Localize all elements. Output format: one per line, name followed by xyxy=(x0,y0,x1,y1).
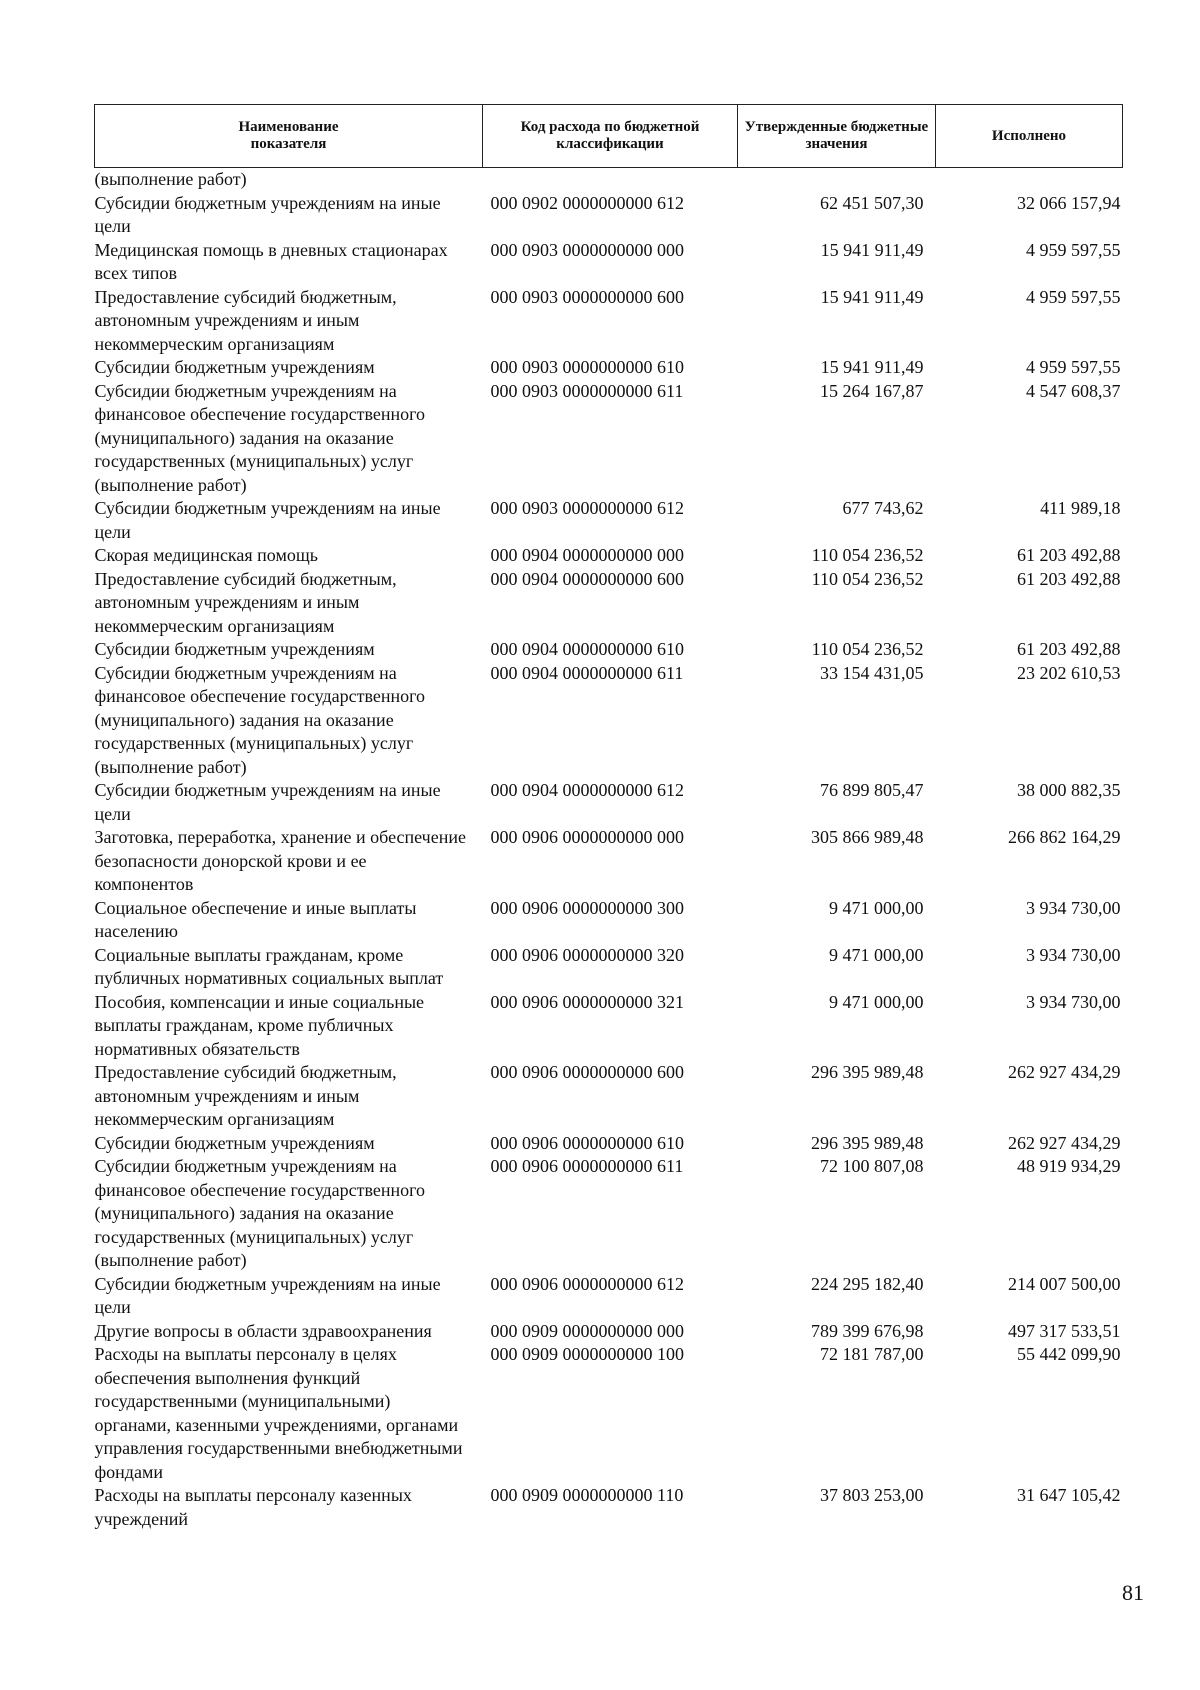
table-header xyxy=(95,105,1123,168)
row-name: Предоставление субсидий бюджетным, автономным учреждениям и иным некоммерческим организациям xyxy=(94,568,397,636)
table-row xyxy=(95,779,1123,826)
row-name: Субсидии бюджетным учреждениям xyxy=(94,357,375,377)
table-row xyxy=(95,544,1123,568)
row-code: 000 0902 0000000000 612 xyxy=(490,192,684,213)
table-row xyxy=(95,1320,1123,1344)
table-row xyxy=(95,991,1123,1062)
row-code xyxy=(483,168,738,192)
row-done: 262 927 434,29 xyxy=(1008,1132,1121,1153)
budget-execution-table xyxy=(94,104,1123,1531)
row-done: 31 647 105,42 xyxy=(1017,1485,1121,1505)
row-done: 3 934 730,00 xyxy=(1026,897,1121,918)
row-done: 23 202 610,53 xyxy=(1017,662,1121,683)
row-done: 61 203 492,88 xyxy=(1017,568,1121,589)
row-done: 4 959 597,55 xyxy=(1026,286,1121,307)
row-name: Расходы на выплаты персоналу казенных учреждений xyxy=(94,1485,412,1529)
row-name: Скорая медицинская помощь xyxy=(94,545,318,565)
page-number: 81 xyxy=(1122,1580,1144,1605)
row-done: 38 000 882,35 xyxy=(1017,780,1121,800)
row-plan: 15 941 911,49 xyxy=(820,357,924,377)
row-done: 4 547 608,37 xyxy=(1026,380,1121,401)
table-row xyxy=(95,826,1123,897)
row-plan: 15 264 167,87 xyxy=(820,380,924,401)
header-name: Наименование показателя xyxy=(95,105,483,168)
row-done: 3 934 730,00 xyxy=(1026,944,1121,965)
table-row xyxy=(95,1061,1123,1132)
row-plan: 110 054 236,52 xyxy=(811,639,924,659)
table-row xyxy=(95,897,1123,944)
row-code: 000 0903 0000000000 000 xyxy=(490,239,684,260)
row-code: 000 0906 0000000000 610 xyxy=(490,1132,684,1153)
row-name: Другие вопросы в области здравоохранения xyxy=(94,1320,432,1341)
row-plan: 72 181 787,00 xyxy=(820,1344,924,1364)
row-plan: 9 471 000,00 xyxy=(829,944,924,965)
row-name: Социальные выплаты гражданам, кроме публичных нормативных социальных выплат xyxy=(94,944,444,988)
row-done: 55 442 099,90 xyxy=(1017,1344,1121,1364)
row-name: Субсидии бюджетным учреждениям xyxy=(94,639,375,659)
row-plan: 33 154 431,05 xyxy=(820,662,924,683)
row-plan: 9 471 000,00 xyxy=(829,897,924,918)
row-code: 000 0906 0000000000 600 xyxy=(490,1062,684,1082)
table-row xyxy=(95,662,1123,780)
table-row xyxy=(95,1155,1123,1273)
row-name: Предоставление субсидий бюджетным, автономным учреждениям и иным некоммерческим организациям xyxy=(94,286,397,354)
header-done: Исполнено xyxy=(936,105,1123,168)
row-plan: 110 054 236,52 xyxy=(811,545,924,565)
row-done: 4 959 597,55 xyxy=(1026,357,1121,377)
row-code: 000 0904 0000000000 611 xyxy=(490,662,684,683)
row-done: 411 989,18 xyxy=(1040,498,1121,518)
row-code: 000 0909 0000000000 100 xyxy=(490,1344,684,1364)
row-name: (выполнение работ) xyxy=(94,169,247,189)
row-code: 000 0903 0000000000 610 xyxy=(490,357,684,377)
row-plan: 296 395 989,48 xyxy=(811,1132,924,1153)
row-plan: 62 451 507,30 xyxy=(820,192,924,213)
row-code: 000 0906 0000000000 612 xyxy=(490,1273,684,1294)
row-plan: 15 941 911,49 xyxy=(820,286,924,307)
table-row xyxy=(95,1343,1123,1484)
row-done: 262 927 434,29 xyxy=(1008,1062,1121,1082)
row-code: 000 0903 0000000000 612 xyxy=(490,498,684,518)
row-plan: 72 100 807,08 xyxy=(820,1156,924,1176)
row-code: 000 0909 0000000000 110 xyxy=(490,1485,684,1505)
row-done: 3 934 730,00 xyxy=(1026,991,1121,1012)
row-plan: 37 803 253,00 xyxy=(820,1485,924,1505)
table-row xyxy=(95,1484,1123,1531)
header-code: Код расхода по бюджетной классификации xyxy=(483,105,738,168)
row-code: 000 0904 0000000000 000 xyxy=(490,545,684,565)
table-row xyxy=(95,192,1123,239)
row-name: Расходы на выплаты персоналу в целях обеспечения выполнения функций государственными (муниципальными) органами, казенными учреждениями, органами управления государственными внебюджетными фондами xyxy=(94,1344,463,1482)
row-plan: 677 743,62 xyxy=(842,498,924,518)
row-plan: 224 295 182,40 xyxy=(811,1273,924,1294)
row-done: 61 203 492,88 xyxy=(1017,639,1121,659)
row-name: Медицинская помощь в дневных стационарах всех типов xyxy=(94,239,448,283)
table-row xyxy=(95,568,1123,639)
table-row xyxy=(95,239,1123,286)
row-code: 000 0906 0000000000 611 xyxy=(490,1156,684,1176)
row-done: 32 066 157,94 xyxy=(1017,192,1121,213)
row-plan: 110 054 236,52 xyxy=(811,568,924,589)
row-code: 000 0903 0000000000 611 xyxy=(490,380,684,401)
row-code: 000 0909 0000000000 000 xyxy=(490,1320,684,1341)
row-done: 497 317 533,51 xyxy=(1008,1320,1121,1341)
row-code: 000 0906 0000000000 000 xyxy=(490,827,684,847)
table-row xyxy=(95,638,1123,662)
row-code: 000 0904 0000000000 610 xyxy=(490,639,684,659)
row-name: Социальное обеспечение и иные выплаты населению xyxy=(94,897,417,941)
row-name: Субсидии бюджетным учреждениям на финансовое обеспечение государственного (муниципального) задания на оказание государственных (муниципальных) услуг (выполнение работ) xyxy=(94,1156,426,1270)
row-done: 4 959 597,55 xyxy=(1026,239,1121,260)
row-name: Субсидии бюджетным учреждениям на финансовое обеспечение государственного (муниципального) задания на оказание государственных (муниципальных) услуг (выполнение работ) xyxy=(94,662,426,777)
header-plan: Утвержденные бюджетные значения xyxy=(738,105,936,168)
table-row xyxy=(95,356,1123,380)
table-row xyxy=(95,944,1123,991)
row-plan: 789 399 676,98 xyxy=(811,1320,924,1341)
row-code: 000 0906 0000000000 320 xyxy=(490,944,684,965)
row-name: Субсидии бюджетным учреждениям на иные цели xyxy=(94,780,441,824)
row-name: Субсидии бюджетным учреждениям xyxy=(94,1132,375,1153)
row-done xyxy=(936,168,1123,192)
row-name: Предоставление субсидий бюджетным, автономным учреждениям и иным некоммерческим организациям xyxy=(94,1062,397,1129)
row-code: 000 0903 0000000000 600 xyxy=(490,286,684,307)
table-row xyxy=(95,168,1123,192)
row-plan xyxy=(738,168,936,192)
table-row xyxy=(95,1273,1123,1320)
table-row xyxy=(95,380,1123,498)
row-done: 48 919 934,29 xyxy=(1017,1156,1121,1176)
row-name: Субсидии бюджетным учреждениям на финансовое обеспечение государственного (муниципального) задания на оказание государственных (муниципальных) услуг (выполнение работ) xyxy=(94,380,426,495)
row-code: 000 0904 0000000000 612 xyxy=(490,780,684,800)
row-code: 000 0904 0000000000 600 xyxy=(490,568,684,589)
row-done: 61 203 492,88 xyxy=(1017,545,1121,565)
row-code: 000 0906 0000000000 321 xyxy=(490,991,684,1012)
table-row xyxy=(95,286,1123,357)
row-code: 000 0906 0000000000 300 xyxy=(490,897,684,918)
row-name: Субсидии бюджетным учреждениям на иные цели xyxy=(94,1273,441,1317)
row-plan: 15 941 911,49 xyxy=(820,239,924,260)
table-body xyxy=(95,168,1123,1532)
row-plan: 296 395 989,48 xyxy=(811,1062,924,1082)
table-row xyxy=(95,1132,1123,1156)
table-row xyxy=(95,497,1123,544)
row-name: Субсидии бюджетным учреждениям на иные цели xyxy=(94,498,441,542)
row-plan: 76 899 805,47 xyxy=(820,780,924,800)
row-plan: 9 471 000,00 xyxy=(829,991,924,1012)
row-done: 214 007 500,00 xyxy=(1008,1273,1121,1294)
row-name: Субсидии бюджетным учреждениям на иные цели xyxy=(94,192,441,236)
row-name: Заготовка, переработка, хранение и обеспечение безопасности донорской крови и ее компонентов xyxy=(94,827,466,894)
row-done: 266 862 164,29 xyxy=(1008,827,1121,847)
row-plan: 305 866 989,48 xyxy=(811,827,924,847)
row-name: Пособия, компенсации и иные социальные выплаты гражданам, кроме публичных нормативных обязательств xyxy=(94,991,425,1059)
